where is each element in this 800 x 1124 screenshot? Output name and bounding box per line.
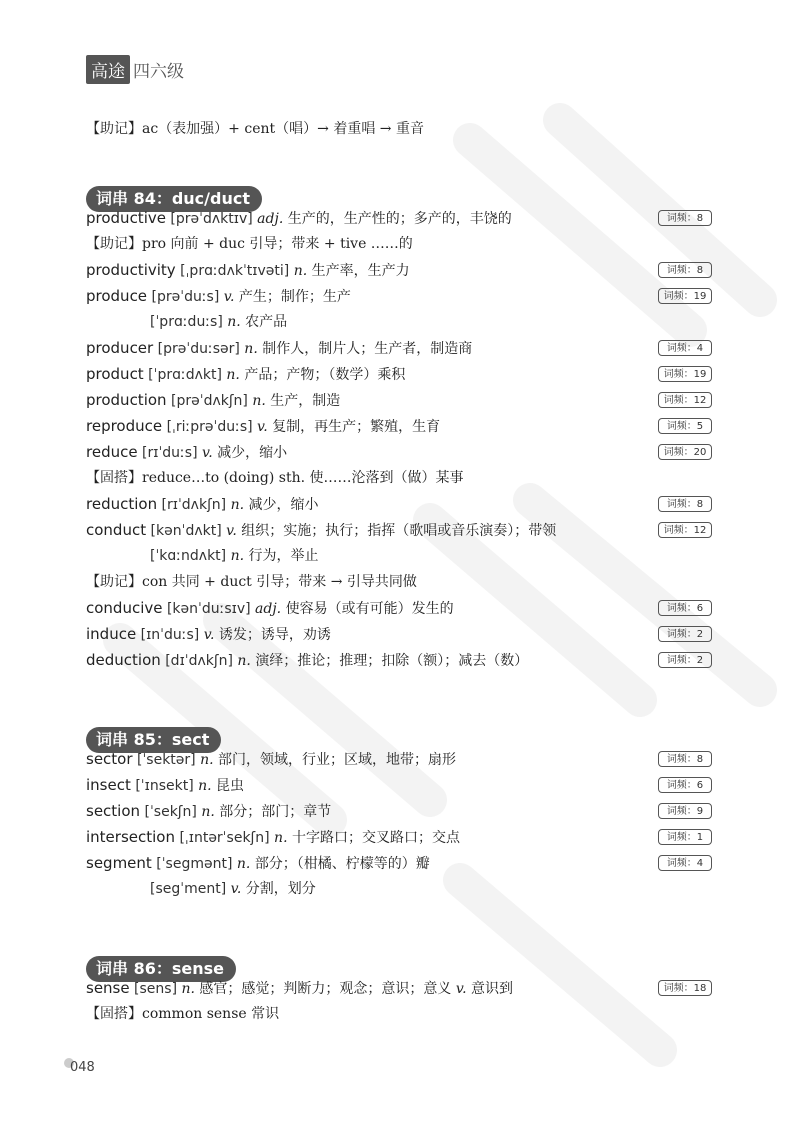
- intro-mnemonic: [86, 119, 424, 139]
- entry-part-of-speech: adj.: [257, 211, 284, 227]
- entry-part-of-speech: n.: [236, 856, 251, 872]
- entry-word: productive: [86, 209, 166, 227]
- entry-word: segment: [86, 854, 152, 872]
- entry-row: [86, 598, 454, 619]
- entry-pronunciation: [ˈɪnsekt]: [135, 778, 194, 794]
- entry-row: [86, 208, 512, 229]
- entry-pronunciation: [dɪˈdʌkʃn]: [165, 653, 233, 669]
- entry-pronunciation: [kənˈdʌkt]: [150, 523, 222, 539]
- frequency-badge: 词频：9: [658, 803, 712, 819]
- frequency-badge: 词频：1: [658, 829, 712, 845]
- entry-part-of-speech: n.: [227, 314, 241, 330]
- entry-part-of-speech: n.: [244, 341, 258, 357]
- entry-part-of-speech: v.: [257, 419, 268, 435]
- entry-row: [86, 853, 430, 874]
- entry-word: sense: [86, 979, 130, 997]
- entry-pronunciation: [ˌɪntərˈsekʃn]: [179, 830, 270, 846]
- entry-pronunciation: [ˈkɑːndʌkt]: [150, 548, 227, 564]
- entry-definition: 组织；实施；执行；指挥（歌唱或音乐演奏）；带领: [241, 523, 557, 539]
- note-text: con 共同 + duct 引导；带来 → 引导共同做: [142, 574, 417, 590]
- frequency-badge: 词频：8: [658, 751, 712, 767]
- entry-pronunciation: [sens]: [134, 981, 178, 997]
- entry-definition: 制作人，制片人；生产者，制造商: [262, 341, 473, 357]
- entry-word: conduct: [86, 521, 147, 539]
- entry-pronunciation: [ˈprɑːdʌkt]: [148, 367, 222, 383]
- entry-part-of-speech: n.: [181, 981, 195, 997]
- entry-definition: 十字路口；交叉路口；交点: [291, 830, 460, 846]
- note-line: [86, 572, 417, 592]
- entry-pronunciation: [ˈsekʃn]: [144, 804, 197, 820]
- entry-row: [86, 650, 528, 671]
- frequency-badge: 词频：6: [658, 600, 712, 616]
- note-tag: 【固搭】: [86, 470, 142, 486]
- entry-pronunciation: [kənˈduːsɪv]: [166, 601, 251, 617]
- frequency-badge: 词频：5: [658, 418, 712, 434]
- entry-part-of-speech: n.: [198, 778, 212, 794]
- entry-part-of-speech: n.: [293, 263, 308, 279]
- entry-word: production: [86, 391, 167, 409]
- entry-definition: 部分；部门；章节: [219, 804, 332, 820]
- entry-part-of-speech: n.: [274, 830, 288, 846]
- entry-pronunciation: [prəˈdʌkʃn]: [171, 393, 248, 409]
- section-heading: 词串 84：duc/duct: [86, 186, 262, 212]
- entry-row: [86, 520, 556, 541]
- entry-pronunciation: [prəˈdʌktɪv]: [170, 211, 253, 227]
- entry-pronunciation: [ˌriːprəˈduːs]: [166, 419, 253, 435]
- frequency-badge: 词频：18: [658, 980, 712, 996]
- note-text: reduce…to (doing) sth. 使……沦落到（做）某事: [142, 470, 464, 486]
- entry-definition: 分割，划分: [245, 881, 316, 897]
- entry-part-of-speech: v.: [226, 523, 237, 539]
- entry-definition: 产品；产物；（数学）乘积: [244, 367, 406, 383]
- note-text: ac（表加强）+ cent（唱）→ 着重唱 → 重音: [142, 121, 424, 137]
- entry-definition: 生产，制造: [270, 393, 341, 409]
- entry-pronunciation: [prəˈduːsər]: [157, 341, 240, 357]
- entry-row: [86, 801, 331, 822]
- entry-definition: 诱发；诱导，劝诱: [218, 627, 331, 643]
- entry-word: produce: [86, 287, 148, 305]
- entry-row: [86, 978, 513, 999]
- entry-word: deduction: [86, 651, 161, 669]
- entry-pronunciation: [ˈsektər]: [136, 752, 196, 768]
- entry-definition: 演绎；推论；推理；扣除（额）；减去（数）: [255, 653, 529, 669]
- entry-definition: 减少，缩小: [248, 497, 319, 513]
- frequency-badge: 词频：19: [658, 288, 712, 304]
- entry-definition: 农产品: [245, 314, 288, 330]
- note-tag: 【助记】: [86, 574, 142, 590]
- entry-word: reproduce: [86, 417, 163, 435]
- entry-row: [86, 286, 351, 307]
- frequency-badge: 词频：20: [658, 444, 712, 460]
- entry-row: [86, 442, 287, 463]
- note-text: common sense 常识: [142, 1006, 280, 1022]
- entry-part-of-speech: n.: [230, 497, 245, 513]
- entry-part-of-speech: v.: [202, 445, 213, 461]
- entry-row: [86, 338, 472, 359]
- entry-word: conducive: [86, 599, 163, 617]
- entry-definition: 减少，缩小: [217, 445, 288, 461]
- entry-row: [150, 312, 287, 332]
- frequency-badge: 词频：4: [658, 855, 712, 871]
- entry-definition: 意识到: [471, 981, 514, 997]
- entry-row: [86, 416, 440, 437]
- note-tag: 【助记】: [86, 121, 142, 137]
- entry-part-of-speech: v.: [223, 289, 235, 305]
- entry-word: intersection: [86, 828, 175, 846]
- entry-part-of-speech: v.: [203, 627, 215, 643]
- frequency-badge: 词频：4: [658, 340, 712, 356]
- note-line: [86, 468, 464, 488]
- entry-definition: 行为，举止: [248, 548, 319, 564]
- entry-part-of-speech: n.: [201, 804, 215, 820]
- entry-pronunciation: [rɪˈdʌkʃn]: [161, 497, 227, 513]
- entry-word: insect: [86, 776, 131, 794]
- entry-word: product: [86, 365, 144, 383]
- entry-part-of-speech: n.: [252, 393, 266, 409]
- note-line: [86, 1004, 279, 1024]
- entry-definition: 昆虫: [216, 778, 245, 794]
- entry-definition: 部分；（柑橘、柠檬等的）瓣: [254, 856, 430, 872]
- frequency-badge: 词频：2: [658, 626, 712, 642]
- entry-word: reduce: [86, 443, 138, 461]
- entry-row: [86, 364, 405, 385]
- entry-word: producer: [86, 339, 154, 357]
- entry-definition: 生产的，生产性的；多产的，丰饶的: [287, 211, 512, 227]
- brand-sub: 四六级: [133, 61, 184, 82]
- entry-row: [86, 494, 319, 515]
- entry-row: [86, 390, 340, 411]
- entry-pronunciation: [segˈment]: [150, 881, 227, 897]
- entry-row: [86, 749, 456, 770]
- entry-part-of-speech: v.: [230, 881, 242, 897]
- entry-pronunciation: [prəˈduːs]: [151, 289, 220, 305]
- frequency-badge: 词频：12: [658, 522, 712, 538]
- entry-row: [86, 260, 410, 281]
- entry-definition: 感官；感觉；判断力；观念；意识；意义: [199, 981, 452, 997]
- entry-word: sector: [86, 750, 133, 768]
- entry-part-of-speech: n.: [230, 548, 245, 564]
- brand-logo: [86, 56, 184, 82]
- entry-word: induce: [86, 625, 137, 643]
- entry-pronunciation: [rɪˈduːs]: [142, 445, 198, 461]
- entry-row: [150, 546, 319, 566]
- section-heading: 词串 85：sect: [86, 727, 221, 753]
- entry-definition: 产生；制作；生产: [238, 289, 351, 305]
- entry-row: [150, 879, 316, 899]
- entry-word: section: [86, 802, 141, 820]
- entry-definition: 生产率，生产力: [311, 263, 410, 279]
- entry-word: productivity: [86, 261, 176, 279]
- brand-main: 高途: [86, 55, 130, 84]
- frequency-badge: 词频：19: [658, 366, 712, 382]
- entry-pronunciation: [ˈprɑːduːs]: [150, 314, 223, 330]
- entry-definition: 使容易（或有可能）发生的: [285, 601, 454, 617]
- entry-row: [86, 624, 331, 645]
- entry-word: reduction: [86, 495, 158, 513]
- entry-pronunciation: [ˌprɑːdʌkˈtɪvəti]: [180, 263, 290, 279]
- frequency-badge: 词频：8: [658, 496, 712, 512]
- note-line: [86, 234, 413, 254]
- entry-part-of-speech: n.: [226, 367, 240, 383]
- frequency-badge: 词频：12: [658, 392, 712, 408]
- note-tag: 【助记】: [86, 236, 142, 252]
- page-number: 048: [70, 1060, 95, 1075]
- entry-part-of-speech: n.: [237, 653, 251, 669]
- entry-row: [86, 827, 460, 848]
- entry-row: [86, 775, 244, 796]
- note-text: pro 向前 + duc 引导；带来 + tive ……的: [142, 236, 413, 252]
- section-heading: 词串 86：sense: [86, 956, 236, 982]
- entry-definition: 复制，再生产；繁殖，生育: [272, 419, 441, 435]
- entry-pronunciation: [ˈsegmənt]: [156, 856, 233, 872]
- entry-definition: 部门，领域，行业；区域，地带；扇形: [218, 752, 457, 768]
- frequency-badge: 词频：2: [658, 652, 712, 668]
- entry-part-of-speech: n.: [200, 752, 214, 768]
- frequency-badge: 词频：8: [658, 262, 712, 278]
- entry-part-of-speech: adj.: [255, 601, 282, 617]
- entry-part-of-speech: v.: [455, 981, 467, 997]
- frequency-badge: 词频：6: [658, 777, 712, 793]
- frequency-badge: 词频：8: [658, 210, 712, 226]
- note-tag: 【固搭】: [86, 1006, 142, 1022]
- entry-pronunciation: [ɪnˈduːs]: [140, 627, 200, 643]
